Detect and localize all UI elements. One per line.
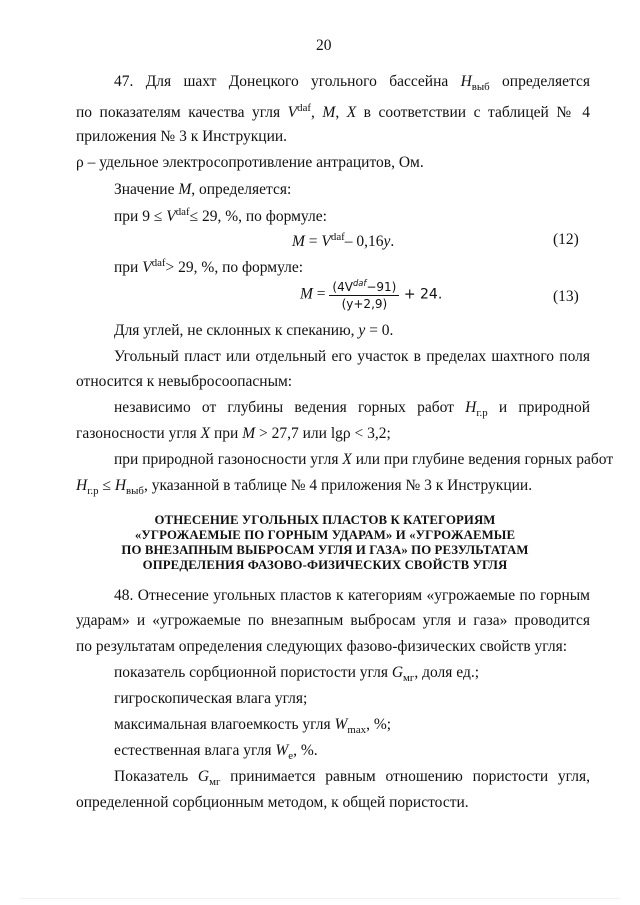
depth-line2: газоносности угля X при M > 27,7 или lgρ < 3,2;: [76, 425, 391, 442]
condition-1: при $9 \le V^{daf}\le 29$, %, по формуле:: [114, 206, 327, 226]
property-sorption-porosity: показатель сорбционной пористости угля $G_{мг}$, доля ед.;: [114, 664, 480, 685]
section-heading-line2: «УГРОЖАЕМЫЕ ПО ГОРНЫМ УДАРАМ» И «УГРОЖАЕМЫЕ: [134, 528, 516, 542]
para48-line3: по результатам определения следующих фазово-физических свойств угля:: [76, 638, 568, 655]
value-m-line: Значение M, определяется:: [114, 181, 292, 198]
natural-line1: при природной газоносности угля X или при глубине ведения горных работ: [114, 451, 614, 468]
formula-13-number: (13): [553, 288, 579, 305]
scan-edge-line: [20, 898, 620, 899]
para47-line3: приложения № 3 к Инструкции.: [76, 128, 288, 145]
property-max-moisture-capacity: максимальная влагоемкость угля $W_{max}$, %;: [114, 716, 392, 737]
para47-line2: по показателям качества угля $V^{daf}$, M, X в соответствии с таблицей № 4: [76, 102, 591, 122]
section-heading-line4: ОПРЕДЕЛЕНИЯ ФАЗОВО-ФИЗИЧЕСКИХ СВОЙСТВ УГЛЯ: [142, 558, 508, 572]
final-line1: Показатель $G_{мг}$ принимается равным отношению пористости угля,: [114, 768, 590, 789]
property-hygroscopic-moisture: гигроскопическая влага угля;: [114, 690, 308, 707]
condition-2: при $V^{daf}> 29$, %, по формуле:: [114, 257, 304, 277]
seam-line2: относится к невыбросоопасным:: [76, 373, 293, 390]
rho-definition: ρ – удельное электросопротивление антрацитов, Ом.: [76, 154, 424, 171]
non-caking-line: Для углей, не склонных к спеканию, y = 0.: [114, 322, 394, 339]
formula-12-number: (12): [553, 231, 579, 248]
para48-line2: ударам» и «угрожаемые по внезапным выбросам угля и газа» проводится: [76, 612, 590, 629]
para48-line1: 48. Отнесение угольных пластов к категориям «угрожаемые по горным: [114, 587, 590, 604]
depth-line1: независимо от глубины ведения горных работ $H_{г.р}$ и природной: [114, 399, 590, 420]
seam-line1: Угольный пласт или отдельный его участок в пределах шахтного поля: [114, 348, 590, 365]
formula-12: $M = V^{daf}-$ 0,16y.: [292, 231, 395, 251]
para47-line1: 47. Для шахт Донецкого угольного бассейна $H_{выб}$ определяется: [114, 73, 590, 94]
property-natural-moisture: естественная влага угля $W_e$, %.: [114, 742, 318, 763]
page-number: 20: [316, 37, 332, 54]
formula-13: M = $\frac{(4V^{daf}-91)}{(y+2,9)}$ + 24.: [300, 278, 443, 311]
section-heading-line1: ОТНЕСЕНИЕ УГОЛЬНЫХ ПЛАСТОВ К КАТЕГОРИЯМ: [154, 513, 496, 527]
natural-line2: $H_{г.р} \le H_{выб}$, указанной в таблице № 4 приложения № 3 к Инструкции.: [76, 477, 533, 498]
formula-13-fraction: $\frac{(4V^{daf}-91)}{(y+2,9)}$: [329, 278, 399, 311]
final-line2: определенной сорбционным методом, к общей пористости.: [76, 794, 469, 811]
section-heading-line3: ПО ВНЕЗАПНЫМ ВЫБРОСАМ УГЛЯ И ГАЗА» ПО РЕЗУЛЬТАТАМ: [121, 543, 529, 557]
